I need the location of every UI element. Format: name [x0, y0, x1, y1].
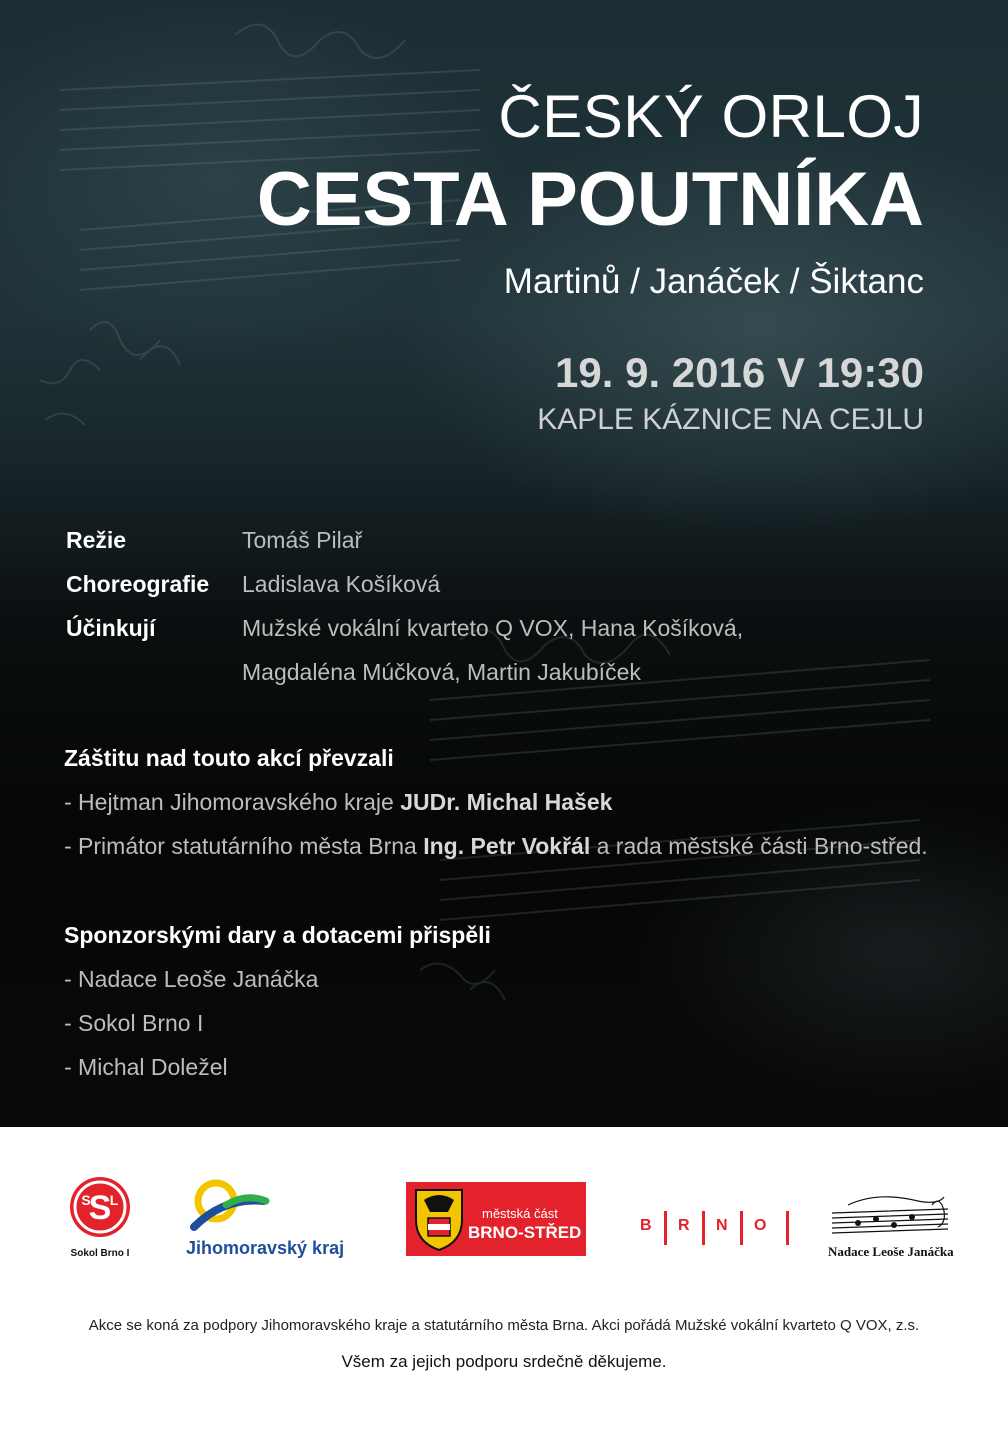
credit-row-performers — [66, 606, 743, 650]
jmk-emblem-icon — [186, 1175, 276, 1233]
patronage-item — [64, 780, 928, 824]
title-block — [257, 82, 924, 440]
footer-note: Akce se koná za podpory Jihomoravského kraje a statutárního města Brna. Akci pořádá Mužské vokální kvarteto Q VOX, z.s. — [88, 1317, 920, 1334]
sokol-emblem-icon — [62, 1175, 138, 1241]
svg-text:L: L — [109, 1192, 119, 1208]
patronage-heading: Záštitu nad touto akcí převzali — [64, 745, 394, 771]
svg-text:S: S — [88, 1189, 112, 1227]
patronage-item-text: - Primátor statutárního města Brna — [64, 833, 424, 859]
sponsor-item: - Michal Doležel — [64, 1054, 228, 1080]
brno-letter: N — [716, 1217, 728, 1234]
patronage-section — [64, 736, 928, 868]
brno-letter: R — [678, 1217, 690, 1234]
jmk-label: Jihomoravský kraj — [186, 1238, 345, 1258]
credit-row-performers-cont — [66, 650, 743, 694]
svg-text:S: S — [81, 1192, 91, 1208]
brno-letter: O — [754, 1217, 767, 1234]
patronage-item — [64, 824, 928, 868]
patronage-item-text: - Hejtman Jihomoravského kraje — [64, 789, 401, 815]
event-title: CESTA POUTNÍKA — [256, 157, 924, 242]
credit-label: Choreografie — [66, 571, 210, 597]
patronage-item-name: Ing. Petr Vokřál — [423, 833, 591, 859]
credit-value: Magdaléna Múčková, Martin Jakubíček — [242, 659, 641, 685]
credit-value: Ladislava Košíková — [242, 571, 441, 597]
sokol-logo — [62, 1175, 138, 1261]
sponsor-item: - Sokol Brno I — [64, 1010, 204, 1036]
brno-divider — [740, 1211, 743, 1245]
brno-divider — [786, 1211, 789, 1245]
coat-of-arms-icon — [412, 1186, 466, 1252]
composers-line: Martinů / Janáček / Šiktanc — [503, 262, 924, 301]
nadace-label: Nadace Leoše Janáčka — [828, 1244, 954, 1259]
patronage-item-name: JUDr. Michal Hašek — [400, 789, 613, 815]
music-manuscript-icon — [828, 1193, 954, 1239]
brno-letter: B — [640, 1217, 652, 1234]
brno-stred-logo — [406, 1182, 586, 1256]
brno-divider — [702, 1211, 705, 1245]
sokol-label: Sokol Brno I — [70, 1248, 130, 1259]
brno-logo — [640, 1211, 792, 1245]
sponsors-heading: Sponzorskými dary a dotacemi přispěli — [64, 922, 491, 948]
event-venue: KAPLE KÁZNICE NA CEJLU — [537, 403, 924, 436]
sponsor-item: - Nadace Leoše Janáčka — [64, 966, 319, 992]
credit-row-choreography — [66, 562, 743, 606]
event-series-title: ČESKÝ ORLOJ — [498, 83, 924, 150]
credits-list — [66, 518, 743, 694]
credit-label: Režie — [66, 527, 127, 553]
jmk-logo — [186, 1175, 368, 1261]
partner-logos — [0, 1127, 1008, 1307]
credit-value: Tomáš Pilař — [242, 527, 363, 553]
brno-stred-small: městská část — [482, 1206, 558, 1221]
brno-divider — [664, 1211, 667, 1245]
nadace-logo — [828, 1193, 960, 1265]
credit-label — [66, 650, 242, 694]
credit-value: Mužské vokální kvarteto Q VOX, Hana Košíková, — [242, 615, 744, 641]
footer-thanks: Všem za jejich podporu srdečně děkujeme. — [341, 1352, 667, 1371]
credit-label: Účinkují — [66, 615, 156, 641]
brno-stred-big: BRNO-STŘED — [468, 1223, 582, 1242]
sponsors-section — [64, 913, 491, 1089]
patronage-item-text: a rada městské části Brno-střed. — [590, 833, 928, 859]
credit-row-direction — [66, 518, 743, 562]
event-date-time: 19. 9. 2016 V 19:30 — [555, 349, 924, 396]
